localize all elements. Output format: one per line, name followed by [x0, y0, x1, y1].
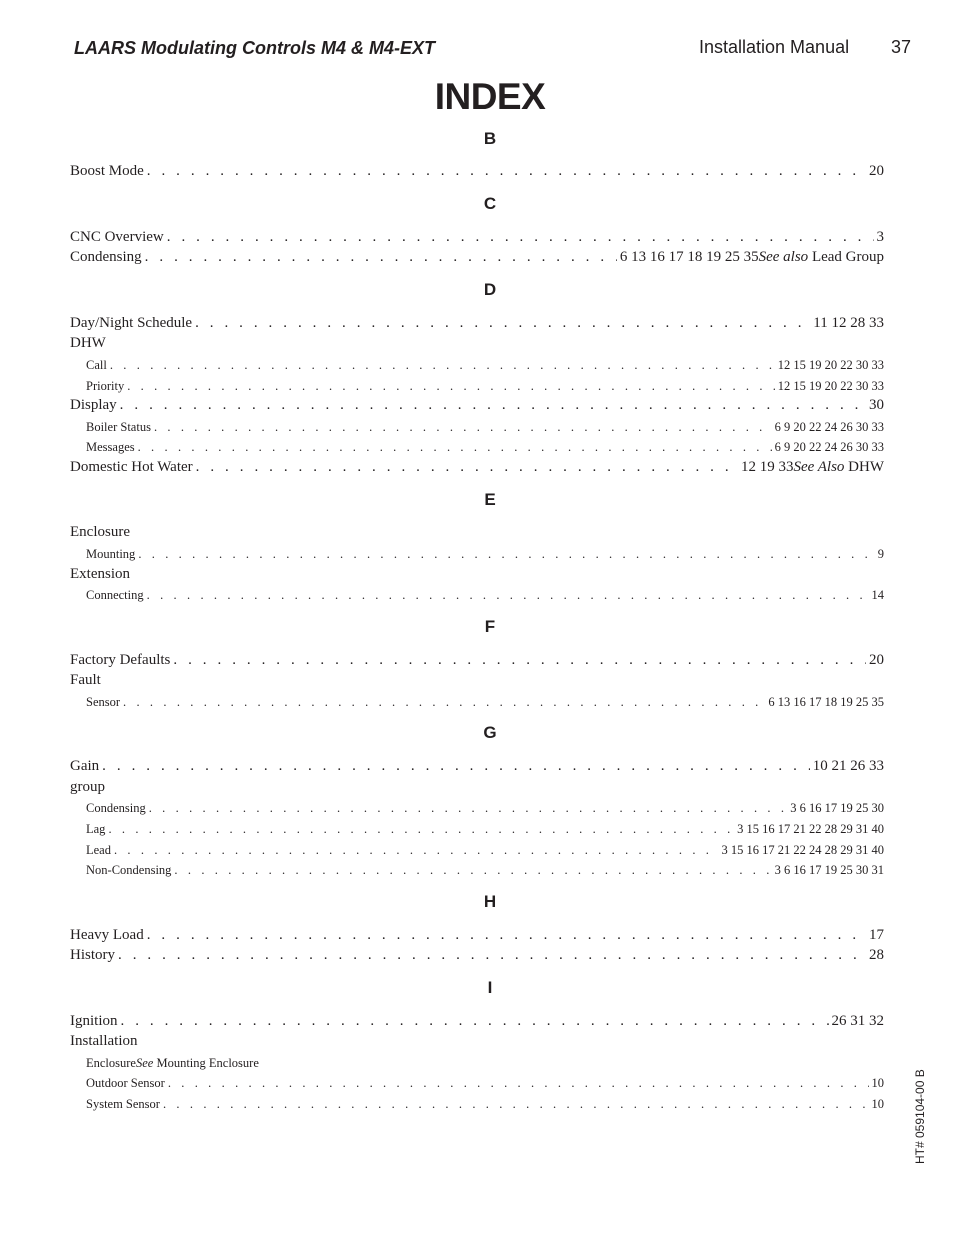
manual-title: LAARS Modulating Controls M4 & M4-EXT [74, 38, 435, 58]
index-subentry [86, 356, 884, 374]
section-letter-c: C [483, 194, 497, 213]
entry-label: Condensing [70, 249, 142, 265]
dot-leader [138, 438, 772, 456]
index-subentry [86, 841, 884, 859]
entry-label: Day/Night Schedule [70, 315, 193, 331]
index-entry [70, 162, 884, 180]
entry-label: Lead [86, 843, 111, 857]
entry-label: Domestic Hot Water [70, 459, 193, 475]
entry-pages: 3 6 16 17 19 25 30 [790, 801, 884, 815]
entry-label: Heavy Load [70, 927, 144, 943]
index-heading: group [70, 779, 105, 795]
entry-label: Connecting [86, 588, 144, 602]
dot-leader [195, 314, 810, 332]
entry-pages: 20 [869, 652, 884, 668]
entry-label: Enclosure [86, 1056, 136, 1070]
entry-pages [620, 248, 884, 266]
index-entry [70, 228, 884, 246]
dot-leader [147, 162, 866, 180]
index-subentry [86, 1054, 259, 1072]
section-letter-d: D [483, 280, 497, 299]
entry-label: Factory Defaults [70, 652, 171, 668]
entry-pages: 26 31 32 [831, 1013, 884, 1029]
dot-leader [102, 757, 810, 775]
section-letter-e: E [484, 490, 496, 509]
entry-pages: 3 6 16 17 19 25 30 31 [774, 863, 884, 877]
index-heading: DHW [70, 335, 106, 351]
entry-label: Gain [70, 758, 100, 774]
index-subentry [86, 799, 884, 817]
dot-leader [127, 377, 775, 395]
entry-pages: 12 15 19 20 22 30 33 [777, 379, 884, 393]
index-subentry [86, 586, 884, 604]
index-entry [70, 458, 884, 476]
entry-pages: 12 15 19 20 22 30 33 [777, 358, 884, 372]
entry-pages: 3 15 16 17 21 22 24 28 29 31 40 [721, 843, 884, 857]
entry-label: Ignition [70, 1013, 118, 1029]
dot-leader [145, 248, 617, 266]
dot-leader [149, 799, 788, 817]
dot-leader [123, 693, 765, 711]
dot-leader [168, 1074, 869, 1092]
entry-label: Display [70, 397, 117, 413]
entry-pages: 9 [877, 547, 884, 561]
index-entry [70, 926, 884, 944]
entry-label: Outdoor Sensor [86, 1076, 165, 1090]
entry-pages [741, 458, 884, 476]
index-entry [70, 651, 884, 669]
index-entry [70, 248, 884, 266]
index-subentry [86, 693, 884, 711]
dot-leader [138, 545, 874, 563]
entry-label: Non-Condensing [86, 863, 172, 877]
entry-pages: 17 [869, 927, 884, 943]
page-list: 6 13 16 17 18 19 25 35 [619, 249, 759, 265]
index-subentry [86, 377, 884, 395]
page-list: 12 19 33 [740, 459, 794, 475]
entry-label: Boost Mode [70, 163, 144, 179]
dot-leader [163, 1095, 869, 1113]
dot-leader [121, 1012, 829, 1030]
entry-pages: 3 15 16 17 21 22 28 29 31 40 [737, 822, 884, 836]
entry-pages: 11 12 28 33 [813, 315, 884, 331]
see-also: See Also [793, 459, 845, 475]
section-letter-f: F [484, 617, 496, 636]
page-title: INDEX [434, 76, 546, 117]
section-letter-b: B [483, 129, 497, 148]
cross-ref: DHW [848, 459, 884, 475]
entry-label: Sensor [86, 695, 121, 709]
dot-leader [114, 841, 719, 859]
dot-leader [118, 946, 866, 964]
index-subentry [86, 861, 884, 879]
index-subentry [86, 1095, 884, 1113]
dot-leader [174, 861, 771, 879]
dot-leader [173, 651, 866, 669]
dot-leader [196, 458, 738, 476]
entry-pages: 6 9 20 22 24 26 30 33 [774, 420, 884, 434]
document-code: HT# 059104-00 B [913, 1069, 927, 1164]
entry-pages: 6 9 20 22 24 26 30 33 [774, 440, 884, 454]
entry-label: Priority [86, 379, 125, 393]
entry-label: Call [86, 358, 107, 372]
entry-label: History [70, 947, 115, 963]
index-entry [70, 1012, 884, 1030]
see-also: See [135, 1056, 154, 1070]
entry-pages: 10 [871, 1076, 884, 1090]
index-heading: Fault [70, 672, 101, 688]
dot-leader [147, 586, 869, 604]
entry-pages: 6 13 16 17 18 19 25 35 [768, 695, 884, 709]
entry-label: Boiler Status [86, 420, 151, 434]
section-letter-i: I [487, 978, 493, 997]
index-heading: Extension [70, 566, 130, 582]
entry-pages: 20 [869, 163, 884, 179]
index-entry [70, 314, 884, 332]
index-heading: Installation [70, 1033, 138, 1049]
dot-leader [120, 396, 866, 414]
entry-label: Lag [86, 822, 106, 836]
entry-pages: 3 [876, 229, 884, 245]
see-also: See also [758, 249, 809, 265]
page-number: 37 [891, 37, 912, 57]
index-entry [70, 396, 884, 414]
index-subentry [86, 1074, 884, 1092]
dot-leader [167, 228, 874, 246]
doc-type: Installation Manual [699, 37, 850, 57]
entry-pages: 14 [871, 588, 884, 602]
section-letter-h: H [483, 892, 497, 911]
index-subentry [86, 545, 884, 563]
entry-label: Mounting [86, 547, 136, 561]
entry-pages: 10 21 26 33 [812, 758, 884, 774]
entry-label: Condensing [86, 801, 146, 815]
index-subentry [86, 438, 884, 456]
cross-ref: Lead Group [811, 249, 884, 265]
entry-label: CNC Overview [70, 229, 164, 245]
cross-ref: Mounting Enclosure [156, 1056, 259, 1070]
dot-leader [154, 418, 772, 436]
entry-pages: 10 [871, 1097, 884, 1111]
index-entry [70, 946, 884, 964]
index-entry [70, 757, 884, 775]
entry-label: System Sensor [86, 1097, 160, 1111]
entry-label: Messages [86, 440, 135, 454]
section-letter-g: G [483, 723, 497, 742]
entry-pages: 28 [869, 947, 884, 963]
index-heading: Enclosure [70, 524, 130, 540]
dot-leader [110, 356, 775, 374]
index-subentry [86, 820, 884, 838]
dot-leader [147, 926, 866, 944]
dot-leader [108, 820, 734, 838]
entry-pages: 30 [869, 397, 884, 413]
index-subentry [86, 418, 884, 436]
